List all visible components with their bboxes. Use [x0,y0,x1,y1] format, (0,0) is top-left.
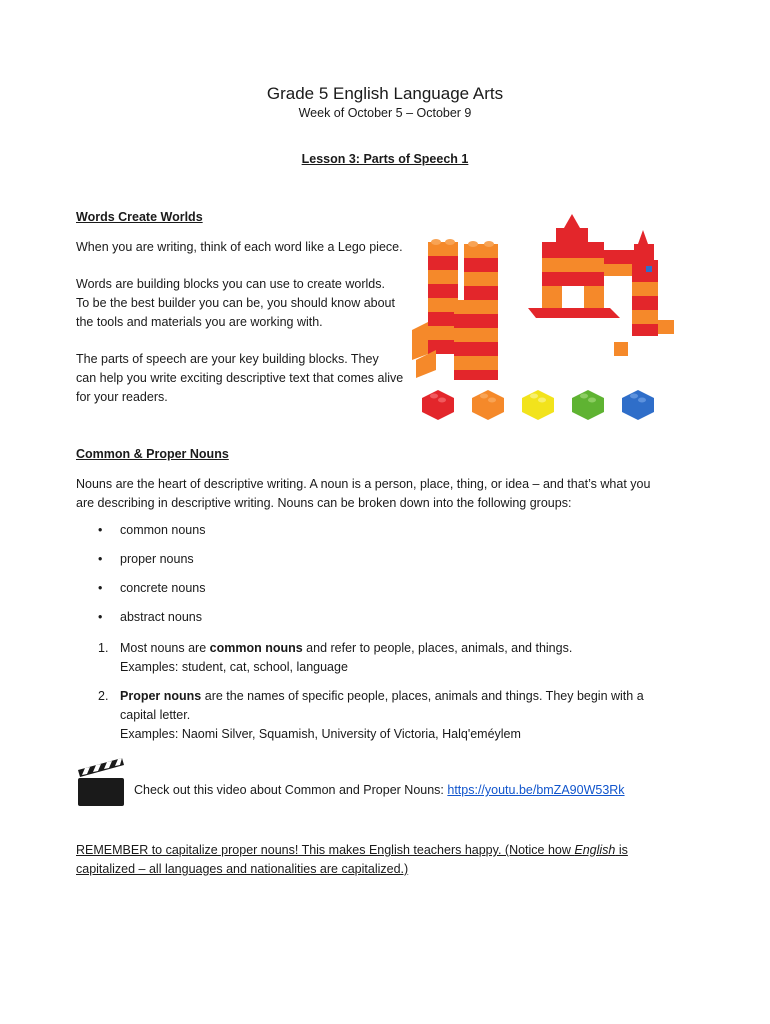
noun-types-list [76,523,205,639]
paragraph-line: Nouns are the heart of descriptive writing. A noun is a person, place, thing, or idea – and that’s what you [76,477,651,491]
bold-term: Proper nouns [120,689,202,703]
bold-term: common nouns [209,641,303,655]
list-item [76,610,205,639]
list-item [76,581,205,610]
remember-italic: English [574,843,616,857]
lego-tower-left [412,239,458,378]
list-item-text: proper nouns [120,552,194,566]
list-number-spacer [76,658,120,677]
text-run: and refer to people, places, animals, and things. [302,641,573,655]
remember-text: REMEMBER to capitalize proper nouns! This makes English teachers happy. (Notice how [76,843,575,857]
paragraph-line: Words are building blocks you can use to create worlds. [76,277,385,291]
page-title: Grade 5 English Language Arts [266,84,504,103]
list-item [76,552,205,581]
remember-note [76,841,676,879]
list-number-spacer [76,725,120,744]
examples-text: Examples: Naomi Silver, Squamish, University of Victoria, Halq'eméylem [120,727,521,741]
list-item-text [120,639,680,658]
numbered-item-proper-nouns [76,687,680,744]
list-item-text: concrete nouns [120,581,206,595]
bullet-marker: • [98,581,103,595]
bullet-marker: • [98,523,103,537]
paragraph-line: are describing in descriptive writing. Nouns can be broken down into the following groups: [76,496,572,510]
list-number: 2. [98,689,109,703]
list-item-text: abstract nouns [120,610,202,624]
remember-text-line2: capitalized – all languages and nationalities are capitalized.) [76,862,409,876]
text-run: are the names of specific people, places, animals and things. They begin with a [201,689,644,703]
paragraph-line: The parts of speech are your key building blocks. They [76,352,379,366]
paragraph-line: the tools and materials you are working with. [76,315,323,329]
list-item-text: common nouns [120,523,206,537]
paragraph-lego [76,238,403,257]
list-number: 1. [98,641,109,655]
examples-text: Examples: student, cat, school, language [120,660,348,674]
list-item [76,523,205,552]
section-heading-nouns: Common & Proper Nouns [76,447,229,461]
paragraph-building-blocks [76,275,395,332]
video-reference [134,783,625,797]
numbered-item-common-nouns [76,639,680,677]
video-text: Check out this video about Common and Proper Nouns: [134,783,448,797]
lego-bricks-illustration [410,210,680,430]
lesson-title: Lesson 3: Parts of Speech 1 [301,152,469,166]
lego-tower-center [454,241,498,380]
bullet-marker: • [98,610,103,624]
clapperboard-icon [76,752,126,808]
lego-castle [528,214,674,356]
paragraph-line: for your readers. [76,390,168,404]
list-item-text [120,687,680,706]
video-link[interactable]: https://youtu.be/bmZA90W53Rk [447,783,625,797]
list-number-spacer [76,706,120,725]
page-subtitle: Week of October 5 – October 9 [298,106,472,120]
bullet-marker: • [98,552,103,566]
paragraph-parts-of-speech [76,350,403,407]
remember-text: is [615,843,628,857]
text-run: Most nouns are [120,641,210,655]
paragraph-line: can help you write exciting descriptive text that comes alive [76,371,404,385]
paragraph-nouns-intro [76,475,650,513]
list-item-text-continued: capital letter. [120,708,191,722]
paragraph-line: When you are writing, think of each word like a Lego piece. [76,240,403,254]
lego-single-bricks [422,390,654,420]
paragraph-line: To be the best builder you can be, you should know about [76,296,395,310]
section-heading-words-create-worlds: Words Create Worlds [76,210,203,224]
